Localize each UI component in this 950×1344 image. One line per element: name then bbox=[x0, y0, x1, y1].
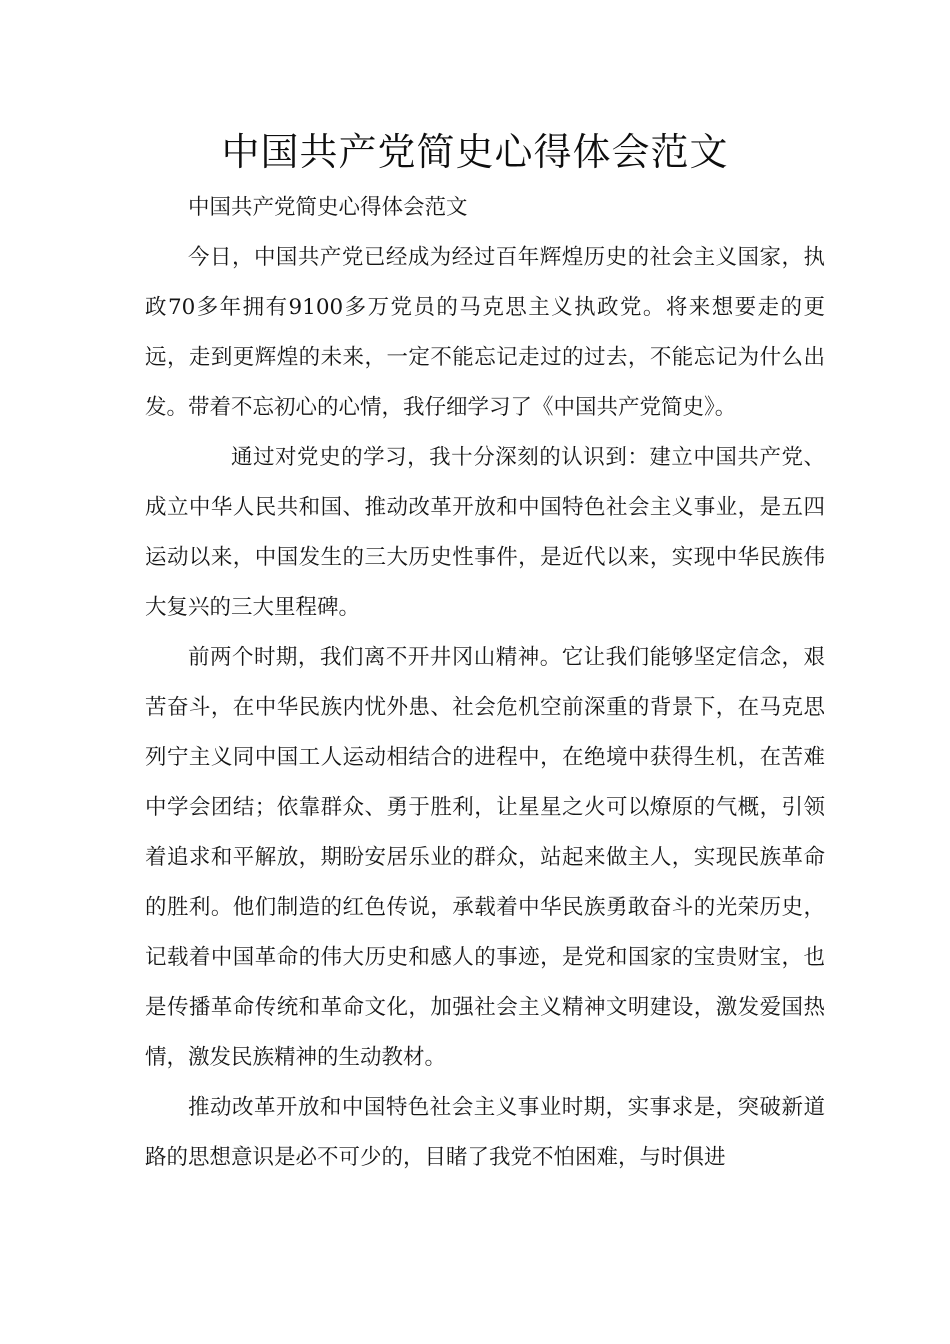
subtitle-paragraph: 中国共产党简史心得体会范文 bbox=[188, 195, 468, 220]
document-body bbox=[145, 183, 825, 1183]
paragraph-milestones: 通过对党史的学习，我十分深刻的认识到：建立中国共产党、成立中华人民共和国、推动改革开放和中国特色社会主义事业，是五四运动以来，中国发生的三大历史性事件，是近代以来，实现中华民族伟大复兴的三大里程碑。 bbox=[145, 445, 825, 620]
paragraph-reform: 推动改革开放和中国特色社会主义事业时期，实事求是，突破新道路的思想意识是必不可少的，目睹了我党不怕困难，与时俱进 bbox=[145, 1095, 825, 1170]
paragraph-jinggangshan: 前两个时期，我们离不开井冈山精神。它让我们能够坚定信念，艰苦奋斗，在中华民族内忧外患、社会危机空前深重的背景下，在马克思列宁主义同中国工人运动相结合的进程中，在绝境中获得生机，在苦难中学会团结；依靠群众、勇于胜利，让星星之火可以燎原的气概，引领着追求和平解放，期盼安居乐业的群众，站起来做主人，实现民族革命的胜利。他们制造的红色传说，承载着中华民族勇敢奋斗的光荣历史，记载着中国革命的伟大历史和感人的事迹，是党和国家的宝贵财宝，也是传播革命传统和革命文化，加强社会主义精神文明建设，激发爱国热情，激发民族精神的生动教材。 bbox=[145, 645, 825, 1070]
document-title: 中国共产党简史心得体会范文 bbox=[221, 130, 729, 174]
paragraph-intro: 今日，中国共产党已经成为经过百年辉煌历史的社会主义国家，执政70多年拥有9100多万党员的马克思主义执政党。将来想要走的更远，走到更辉煌的未来，一定不能忘记走过的过去，不能忘记为什么出发。带着不忘初心的心情，我仔细学习了《中国共产党简史》。 bbox=[145, 245, 825, 420]
